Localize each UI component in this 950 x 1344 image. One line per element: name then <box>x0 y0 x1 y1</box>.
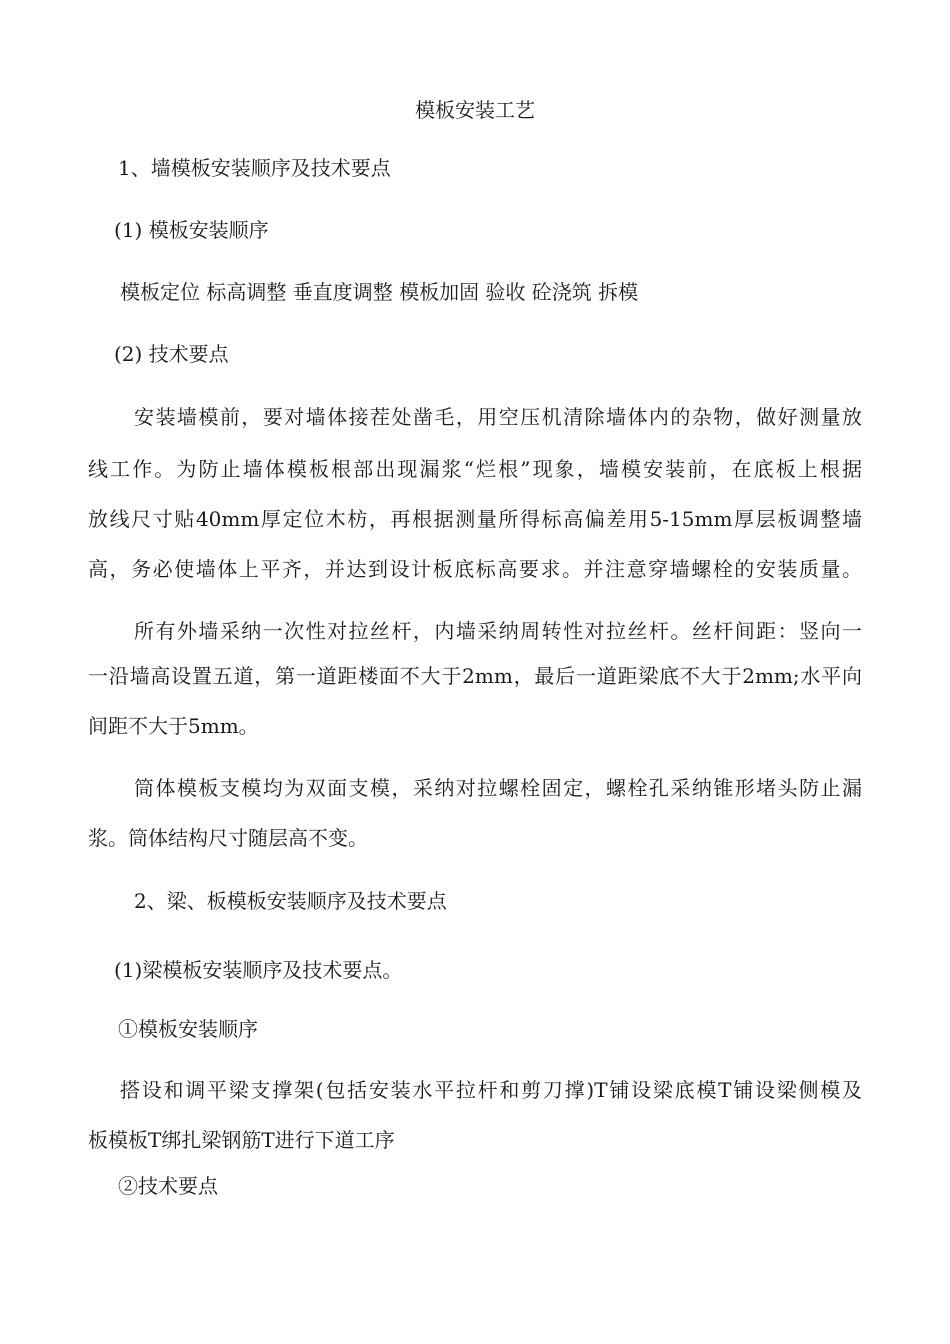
paragraph-2-line-3: 间距不大于5mm。 <box>88 714 259 738</box>
section-heading-1: 1、墙模板安装顺序及技术要点 <box>118 156 391 180</box>
paragraph-2-line-2: 一沿墙高设置五道，第一道距楼面不大于2mm，最后一道距梁底不大于2mm;水平向 <box>88 664 862 688</box>
paragraph-3-line-1: 筒体模板支模均为双面支模，采纳对拉螺栓固定，螺栓孔采纳锥形堵头防止漏 <box>134 776 862 800</box>
subheading-1-2: (2) 技术要点 <box>114 342 229 366</box>
subheading-2-1: (1)梁模板安装顺序及技术要点。 <box>114 958 403 982</box>
subheading-2-1-a: ①模板安装顺序 <box>118 1017 258 1041</box>
document-title: 模板安装工艺 <box>415 98 535 122</box>
process-steps: 模板定位 标高调整 垂直度调整 模板加固 验收 砼浇筑 拆模 <box>120 280 639 304</box>
paragraph-2-line-1: 所有外墙采纳一次性对拉丝杆，内墙采纳周转性对拉丝杆。丝杆间距：竖向一 <box>134 619 862 643</box>
subheading-2-1-b: ②技术要点 <box>118 1174 218 1198</box>
paragraph-1-line-3: 放线尺寸贴40mm厚定位木枋，再根据测量所得标高偏差用5-15mm厚层板调整墙 <box>88 507 862 531</box>
paragraph-4-line-2: 板模板T绑扎梁钢筋T进行下道工序 <box>88 1128 395 1152</box>
paragraph-4-line-1: 搭设和调平梁支撑架(包括安装水平拉杆和剪刀撑)T铺设梁底模T铺设梁侧模及 <box>120 1078 862 1102</box>
paragraph-3-line-2: 浆。筒体结构尺寸随层高不变。 <box>88 826 368 850</box>
paragraph-1-line-4: 高，务必使墙体上平齐，并达到设计板底标高要求。并注意穿墙螺栓的安装质量。 <box>88 557 862 581</box>
paragraph-1-line-2: 线工作。为防止墙体模板根部出现漏浆“烂根”现象，墙模安装前，在底板上根据 <box>88 457 862 481</box>
subheading-1-1: (1) 模板安装顺序 <box>114 218 269 242</box>
paragraph-1-line-1: 安装墙模前，要对墙体接茬处凿毛，用空压机清除墙体内的杂物，做好测量放 <box>134 405 862 429</box>
section-heading-2: 2、梁、板模板安装顺序及技术要点 <box>134 889 447 913</box>
